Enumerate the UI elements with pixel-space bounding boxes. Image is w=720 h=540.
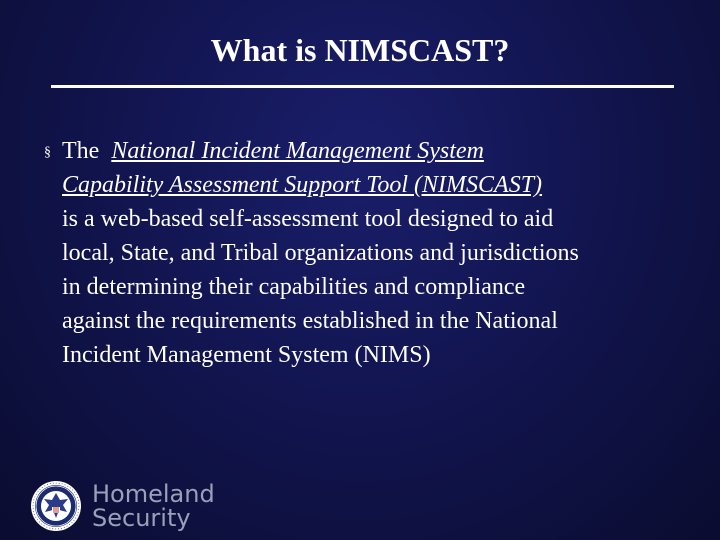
bullet-text	[44, 134, 684, 372]
bullet-item	[44, 134, 684, 372]
bullet-line-7: Incident Management System (NIMS)	[62, 342, 431, 368]
bullet-line-3: is a web-based self-assessment tool designed to aid	[62, 206, 554, 232]
bullet-line-1	[62, 134, 684, 168]
bullet-line-5: in determining their capabilities and compliance	[62, 274, 526, 300]
logo-line-2: Security	[92, 504, 191, 532]
dhs-seal-icon	[30, 480, 82, 532]
bullet-marker: §	[44, 145, 51, 160]
logo-line-1: Homeland	[92, 480, 215, 508]
bullet-line-4: local, State, and Tribal organizations and jurisdictions	[62, 240, 579, 266]
emphasis-text-2: Capability Assessment Support Tool (NIMSCAST)	[62, 172, 543, 198]
bullet-line-6: against the requirements established in the National	[62, 308, 558, 334]
dhs-logo	[30, 478, 230, 534]
slide-title: What is NIMSCAST?	[210, 32, 510, 68]
title-divider	[51, 85, 674, 88]
bullet-line-2	[62, 168, 684, 202]
intro-text: The	[62, 138, 100, 164]
emphasis-text-1: National Incident Management System	[111, 138, 484, 164]
logo-wordmark	[92, 482, 215, 530]
